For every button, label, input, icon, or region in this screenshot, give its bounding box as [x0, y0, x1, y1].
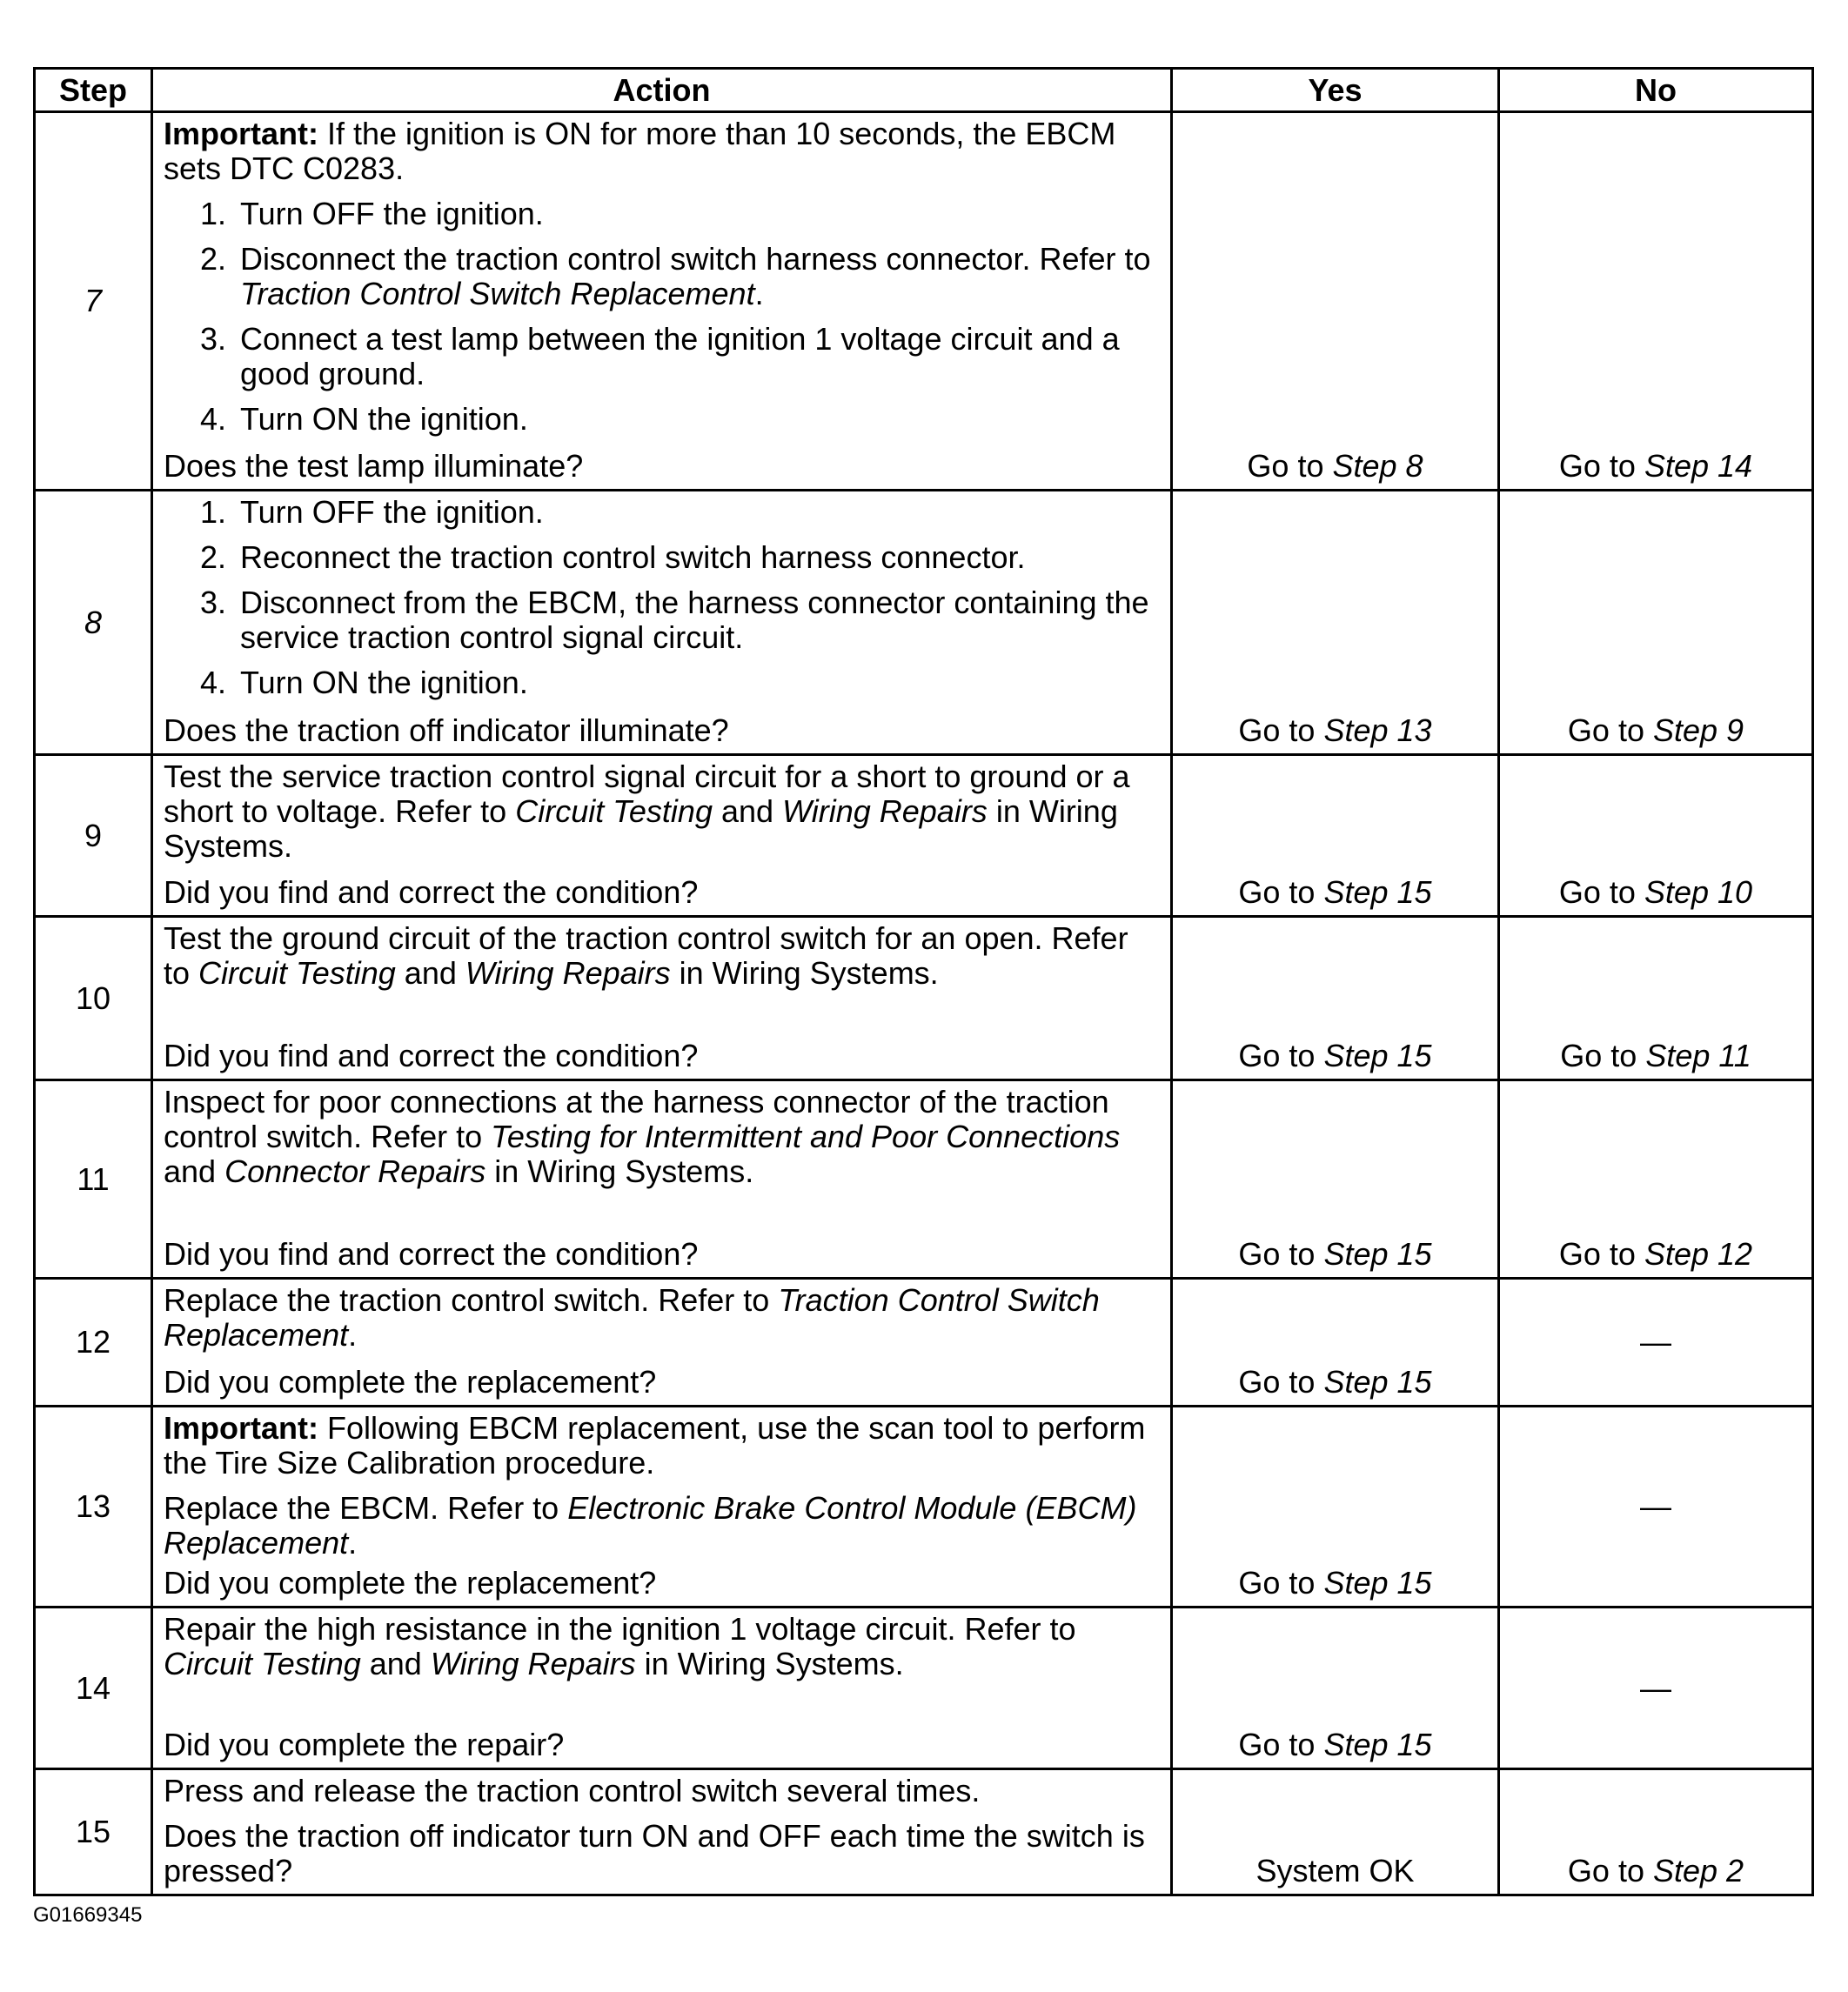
reference-link: Wiring Repairs [465, 955, 671, 991]
yes-cell: Go to Step 15 [1172, 1080, 1499, 1279]
instruction-text: Test the service traction control signal circuit for a short to ground or a short to voltage. Refer to Circuit Testing and Wiring Repairs in Wiring Systems. [164, 759, 1130, 864]
reference-link: Wiring Repairs [782, 793, 988, 829]
no-cell: — [1499, 1407, 1813, 1608]
table-row [35, 755, 1813, 917]
goto-step: Step 10 [1644, 874, 1753, 910]
question-text: Does the traction off indicator turn ON and OFF each time the switch is pressed? [164, 1818, 1145, 1888]
important-label: Important: [164, 116, 318, 151]
reference-link: Testing for Intermittent and Poor Connections [491, 1119, 1121, 1154]
question-text: Does the traction off indicator illuminate? [164, 712, 729, 748]
list-item: 2. Reconnect the traction control switch harness connector. [199, 539, 1026, 575]
list-item: 3. Disconnect from the EBCM, the harness connector containing the service traction control signal circuit. [199, 585, 1149, 655]
no-cell: Go to Step 14 [1499, 112, 1813, 491]
important-note: Important: Following EBCM replacement, use the scan tool to perform the Tire Size Calibration procedure. [164, 1410, 1146, 1481]
header-no: No [1499, 69, 1813, 112]
action-cell [152, 917, 1172, 1080]
step-number: 11 [35, 1080, 152, 1279]
reference-link: Electronic Brake Control Module (EBCM) Replacement [164, 1490, 1137, 1561]
instruction-text: Inspect for poor connections at the harness connector of the traction control switch. Refer to Testing for Intermittent and Poor Connections and Connector Repairs in Wiring Systems. [164, 1084, 1121, 1189]
reference-link: Connector Repairs [224, 1153, 486, 1189]
table-row [35, 1769, 1813, 1895]
list-item: 3. Connect a test lamp between the ignition 1 voltage circuit and a good ground. [199, 321, 1120, 391]
yes-cell: Go to Step 15 [1172, 1279, 1499, 1407]
no-cell: Go to Step 9 [1499, 491, 1813, 755]
reference-link: Traction Control Switch Replacement [164, 1282, 1100, 1353]
goto-step: Step 13 [1323, 712, 1432, 748]
table-row [35, 1407, 1813, 1608]
yes-cell: Go to Step 15 [1172, 755, 1499, 917]
action-cell [152, 1769, 1172, 1895]
goto-step: Step 15 [1323, 874, 1432, 910]
reference-link: Circuit Testing [198, 955, 396, 991]
step-number: 12 [35, 1279, 152, 1407]
yes-cell: Go to Step 15 [1172, 1608, 1499, 1769]
question-text: Did you complete the replacement? [164, 1364, 657, 1400]
table-row [35, 1080, 1813, 1279]
list-item: 4. Turn ON the ignition. [199, 665, 528, 700]
step-number: 15 [35, 1769, 152, 1895]
table-row [35, 491, 1813, 755]
action-cell [152, 755, 1172, 917]
procedure-list [164, 197, 1160, 437]
step-number: 10 [35, 917, 152, 1080]
no-cell: — [1499, 1279, 1813, 1407]
no-cell: Go to Step 11 [1499, 917, 1813, 1080]
action-cell [152, 1608, 1172, 1769]
question-text: Did you find and correct the condition? [164, 1236, 699, 1272]
question-text: Did you complete the replacement? [164, 1565, 657, 1601]
step-number: 13 [35, 1407, 152, 1608]
goto-step: Step 14 [1644, 448, 1753, 484]
action-cell [152, 491, 1172, 755]
header-row [35, 69, 1813, 112]
header-action: Action [152, 69, 1172, 112]
reference-link: Circuit Testing [515, 793, 713, 829]
action-cell [152, 1080, 1172, 1279]
instruction-text: Repair the high resistance in the ignition 1 voltage circuit. Refer to Circuit Testing and Wiring Repairs in Wiring Systems. [164, 1611, 1076, 1681]
goto-step: Step 15 [1323, 1236, 1432, 1272]
important-note: Important: If the ignition is ON for more than 10 seconds, the EBCM sets DTC C0283. [164, 116, 1116, 186]
figure-id: G01669345 [33, 1903, 143, 1927]
instruction-text: Replace the traction control switch. Refer to Traction Control Switch Replacement. [164, 1282, 1100, 1353]
no-cell: Go to Step 12 [1499, 1080, 1813, 1279]
step-number: 9 [35, 755, 152, 917]
step-number: 7 [35, 112, 152, 491]
goto-step: Step 15 [1323, 1038, 1432, 1073]
yes-cell: Go to Step 15 [1172, 1407, 1499, 1608]
table-row [35, 112, 1813, 491]
goto-step: Step 8 [1332, 448, 1423, 484]
goto-step: Step 12 [1644, 1236, 1753, 1272]
question-text: Did you find and correct the condition? [164, 1038, 699, 1073]
procedure-list [164, 495, 1160, 711]
table-row [35, 1279, 1813, 1407]
header-step: Step [35, 69, 152, 112]
list-item: 1. Turn OFF the ignition. [199, 196, 544, 231]
important-label: Important: [164, 1410, 318, 1446]
action-cell [152, 112, 1172, 491]
reference-link: Traction Control Switch Replacement [240, 276, 755, 311]
instruction-text: Test the ground circuit of the traction control switch for an open. Refer to Circuit Testing and Wiring Repairs in Wiring Systems. [164, 920, 1128, 991]
list-item: 2. Disconnect the traction control switch harness connector. Refer to Traction Control Switch Replacement. [199, 241, 1151, 311]
no-cell: Go to Step 10 [1499, 755, 1813, 917]
table-row [35, 917, 1813, 1080]
question-text: Did you complete the repair? [164, 1727, 565, 1762]
list-item: 1. Turn OFF the ignition. [199, 494, 544, 530]
list-item: 4. Turn ON the ignition. [199, 401, 528, 437]
goto-step: Step 9 [1652, 712, 1744, 748]
instruction-text: Press and release the traction control switch several times. [164, 1773, 981, 1808]
reference-link: Wiring Repairs [430, 1646, 636, 1681]
question-text: Did you find and correct the condition? [164, 874, 699, 910]
action-cell [152, 1279, 1172, 1407]
action-cell [152, 1407, 1172, 1608]
yes-cell: Go to Step 15 [1172, 917, 1499, 1080]
goto-step: Step 11 [1645, 1038, 1751, 1073]
step-number: 8 [35, 491, 152, 755]
question-text: Does the test lamp illuminate? [164, 448, 584, 484]
diagnostic-table [33, 67, 1814, 1896]
table-row [35, 1608, 1813, 1769]
goto-step: Step 2 [1652, 1853, 1744, 1888]
no-cell: — [1499, 1608, 1813, 1769]
goto-step: Step 15 [1323, 1565, 1432, 1601]
goto-step: Step 15 [1323, 1727, 1432, 1762]
yes-cell: Go to Step 13 [1172, 491, 1499, 755]
reference-link: Circuit Testing [164, 1646, 361, 1681]
step-number: 14 [35, 1608, 152, 1769]
header-yes: Yes [1172, 69, 1499, 112]
no-cell: Go to Step 2 [1499, 1769, 1813, 1895]
instruction-text: Replace the EBCM. Refer to Electronic Brake Control Module (EBCM) Replacement. [164, 1490, 1137, 1561]
yes-cell: System OK [1172, 1769, 1499, 1895]
yes-cell: Go to Step 8 [1172, 112, 1499, 491]
goto-step: Step 15 [1323, 1364, 1432, 1400]
